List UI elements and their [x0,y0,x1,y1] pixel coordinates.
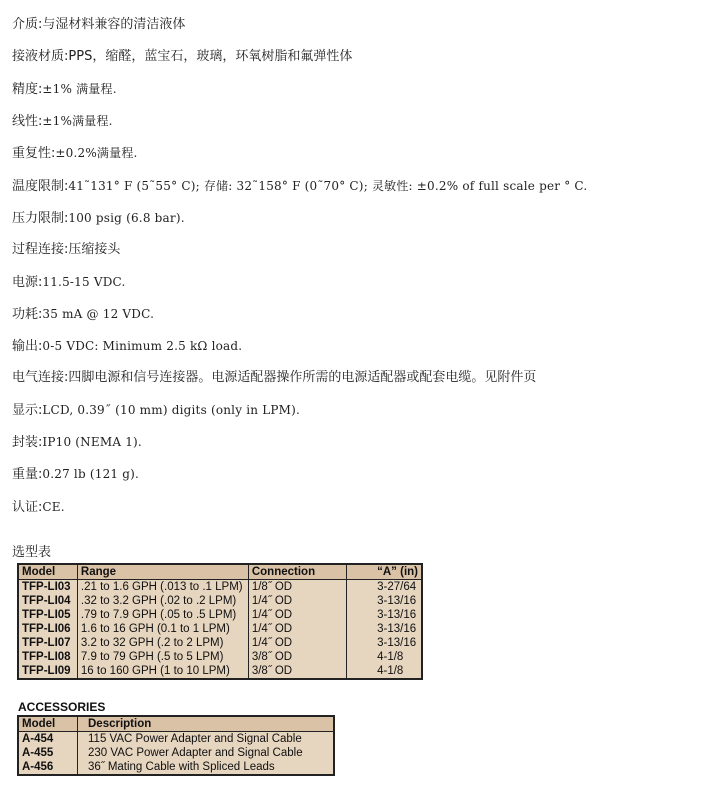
spec-label: 重复性: [12,146,56,162]
table-row [18,664,422,679]
cell-connection: 3/8˝ OD [248,650,346,664]
spec-line [12,338,242,355]
cell-range: .32 to 3.2 GPH (.02 to .2 LPM) [77,594,248,608]
table-row [18,746,334,760]
cell-a: 3-13/16 [377,623,417,635]
spec-label: 认证: [12,499,43,515]
spec-value: 0-5 VDC: Minimum 2.5 kΩ load. [42,339,243,353]
spec-value: 与湿材料兼容的清洁液体 [42,17,186,32]
cell-description: 115 VAC Power Adapter and Signal Cable [88,733,302,745]
table-row [18,594,422,608]
cell-a: 3-13/16 [377,609,417,621]
spec-value: 100 psig (6.8 bar). [68,210,185,225]
cell-connection: 1/4˝ OD [248,594,346,608]
header-model: Model [18,564,77,580]
spec-label: 显示: [12,403,43,419]
cell-a: 3-13/16 [377,595,417,607]
cell-description: 230 VAC Power Adapter and Signal Cable [88,747,303,759]
cell-range: 3.2 to 32 GPH (.2 to 2 LPM) [77,636,248,650]
cell-range: 7.9 to 79 GPH (.5 to 5 LPM) [77,650,248,664]
accessories-header-row [18,716,334,732]
cell-a: 4-1/8 [377,665,404,677]
cell-model: A-455 [18,746,78,760]
cell-model: TFP-LI05 [18,608,77,622]
cell-model: TFP-LI06 [18,622,77,636]
selection-table-heading: 选型表 [12,545,52,560]
header-range: Range [77,564,248,580]
cell-model: A-456 [18,760,78,775]
table-row [18,650,422,664]
spec-label: 输出: [12,339,43,354]
cell-range: 16 to 160 GPH (1 to 10 LPM) [77,664,248,679]
selection-table-header-row [18,564,422,580]
spec-line [12,434,142,451]
spec-value: ±1% 满量程. [42,82,117,97]
spec-line [12,145,138,162]
table-row [18,732,334,747]
cell-a: 4-1/8 [377,651,404,663]
cell-a: 3-13/16 [377,637,417,649]
spec-label: 线性: [12,114,43,130]
header-model: Model [18,716,78,732]
spec-value: 35 mA @ 12 VDC. [42,306,155,321]
spec-line [12,113,113,130]
cell-range: 1.6 to 16 GPH (0.1 to 1 LPM) [77,622,248,636]
spec-line [12,306,154,323]
cell-connection: 1/8˝ OD [248,580,346,595]
spec-value: 0.27 lb (121 g). [42,467,140,482]
accessories-title: ACCESSORIES [18,700,106,714]
table-row [18,580,422,595]
cell-description: 36˝ Mating Cable with Spliced Leads [88,761,275,773]
spec-line [12,210,185,227]
spec-line [12,370,536,386]
table-row [18,608,422,622]
cell-model: TFP-LI09 [18,664,77,679]
spec-label: 过程连接: [12,241,69,257]
spec-label: 压力限制: [12,210,69,226]
cell-model: TFP-LI08 [18,650,77,664]
header-dimension-a: “A” (in) [347,564,422,580]
accessories-table [17,715,335,776]
cell-connection: 1/4˝ OD [248,608,346,622]
spec-label: 精度: [12,82,43,98]
spec-value: LCD, 0.39˝ (10 mm) digits (only in LPM). [42,403,301,418]
spec-label: 功耗: [12,306,43,322]
cell-a: 3-27/64 [377,581,417,593]
spec-value: ±1%满量程. [42,114,113,129]
cell-range: .79 to 7.9 GPH (.05 to .5 LPM) [77,608,248,622]
spec-value: CE. [42,499,65,514]
cell-model: A-454 [18,732,78,747]
spec-label: 接液材质: [12,49,69,65]
table-row [18,636,422,650]
spec-line [12,242,120,258]
table-row [18,760,334,775]
table-row [18,622,422,636]
cell-range: .21 to 1.6 GPH (.013 to .1 LPM) [77,580,248,595]
cell-connection: 1/4˝ OD [248,636,346,650]
spec-line [12,499,65,516]
spec-label: 电源: [12,274,43,290]
spec-label: 重量: [12,467,43,483]
cell-model: TFP-LI04 [18,594,77,608]
spec-value: 四脚电源和信号连接器。电源适配器操作所需的电源适配器或配套电缆。见附件页 [68,370,537,386]
spec-label: 温度限制: [12,178,69,194]
spec-value: PPS，缩醛，蓝宝石，玻璃，环氧树脂和氟弹性体 [68,49,353,65]
cell-model: TFP-LI07 [18,636,77,650]
spec-line [12,178,587,195]
spec-label: 介质: [12,17,43,32]
spec-line [12,274,126,291]
cell-connection: 1/4˝ OD [248,622,346,636]
spec-value: 41˜131° F (5˜55° C); 存储: 32˜158° F (0˜70° C); 灵敏性: ±0.2% of full scale per ° C. [68,178,588,193]
spec-value: 11.5-15 VDC. [42,274,126,289]
spec-line [12,466,139,483]
spec-line [12,17,185,33]
header-description: Description [78,716,335,732]
spec-line [12,49,352,65]
header-connection: Connection [248,564,346,580]
cell-model: TFP-LI03 [18,580,77,595]
selection-table [17,563,423,680]
spec-value: IP10 (NEMA 1). [42,435,142,450]
spec-value: ±0.2%满量程. [55,146,138,161]
spec-label: 封装: [12,435,43,451]
cell-connection: 3/8˝ OD [248,664,346,679]
spec-line [12,81,117,98]
spec-label: 电气连接: [12,370,69,386]
spec-value: 压缩接头 [68,241,121,257]
spec-line [12,402,300,419]
